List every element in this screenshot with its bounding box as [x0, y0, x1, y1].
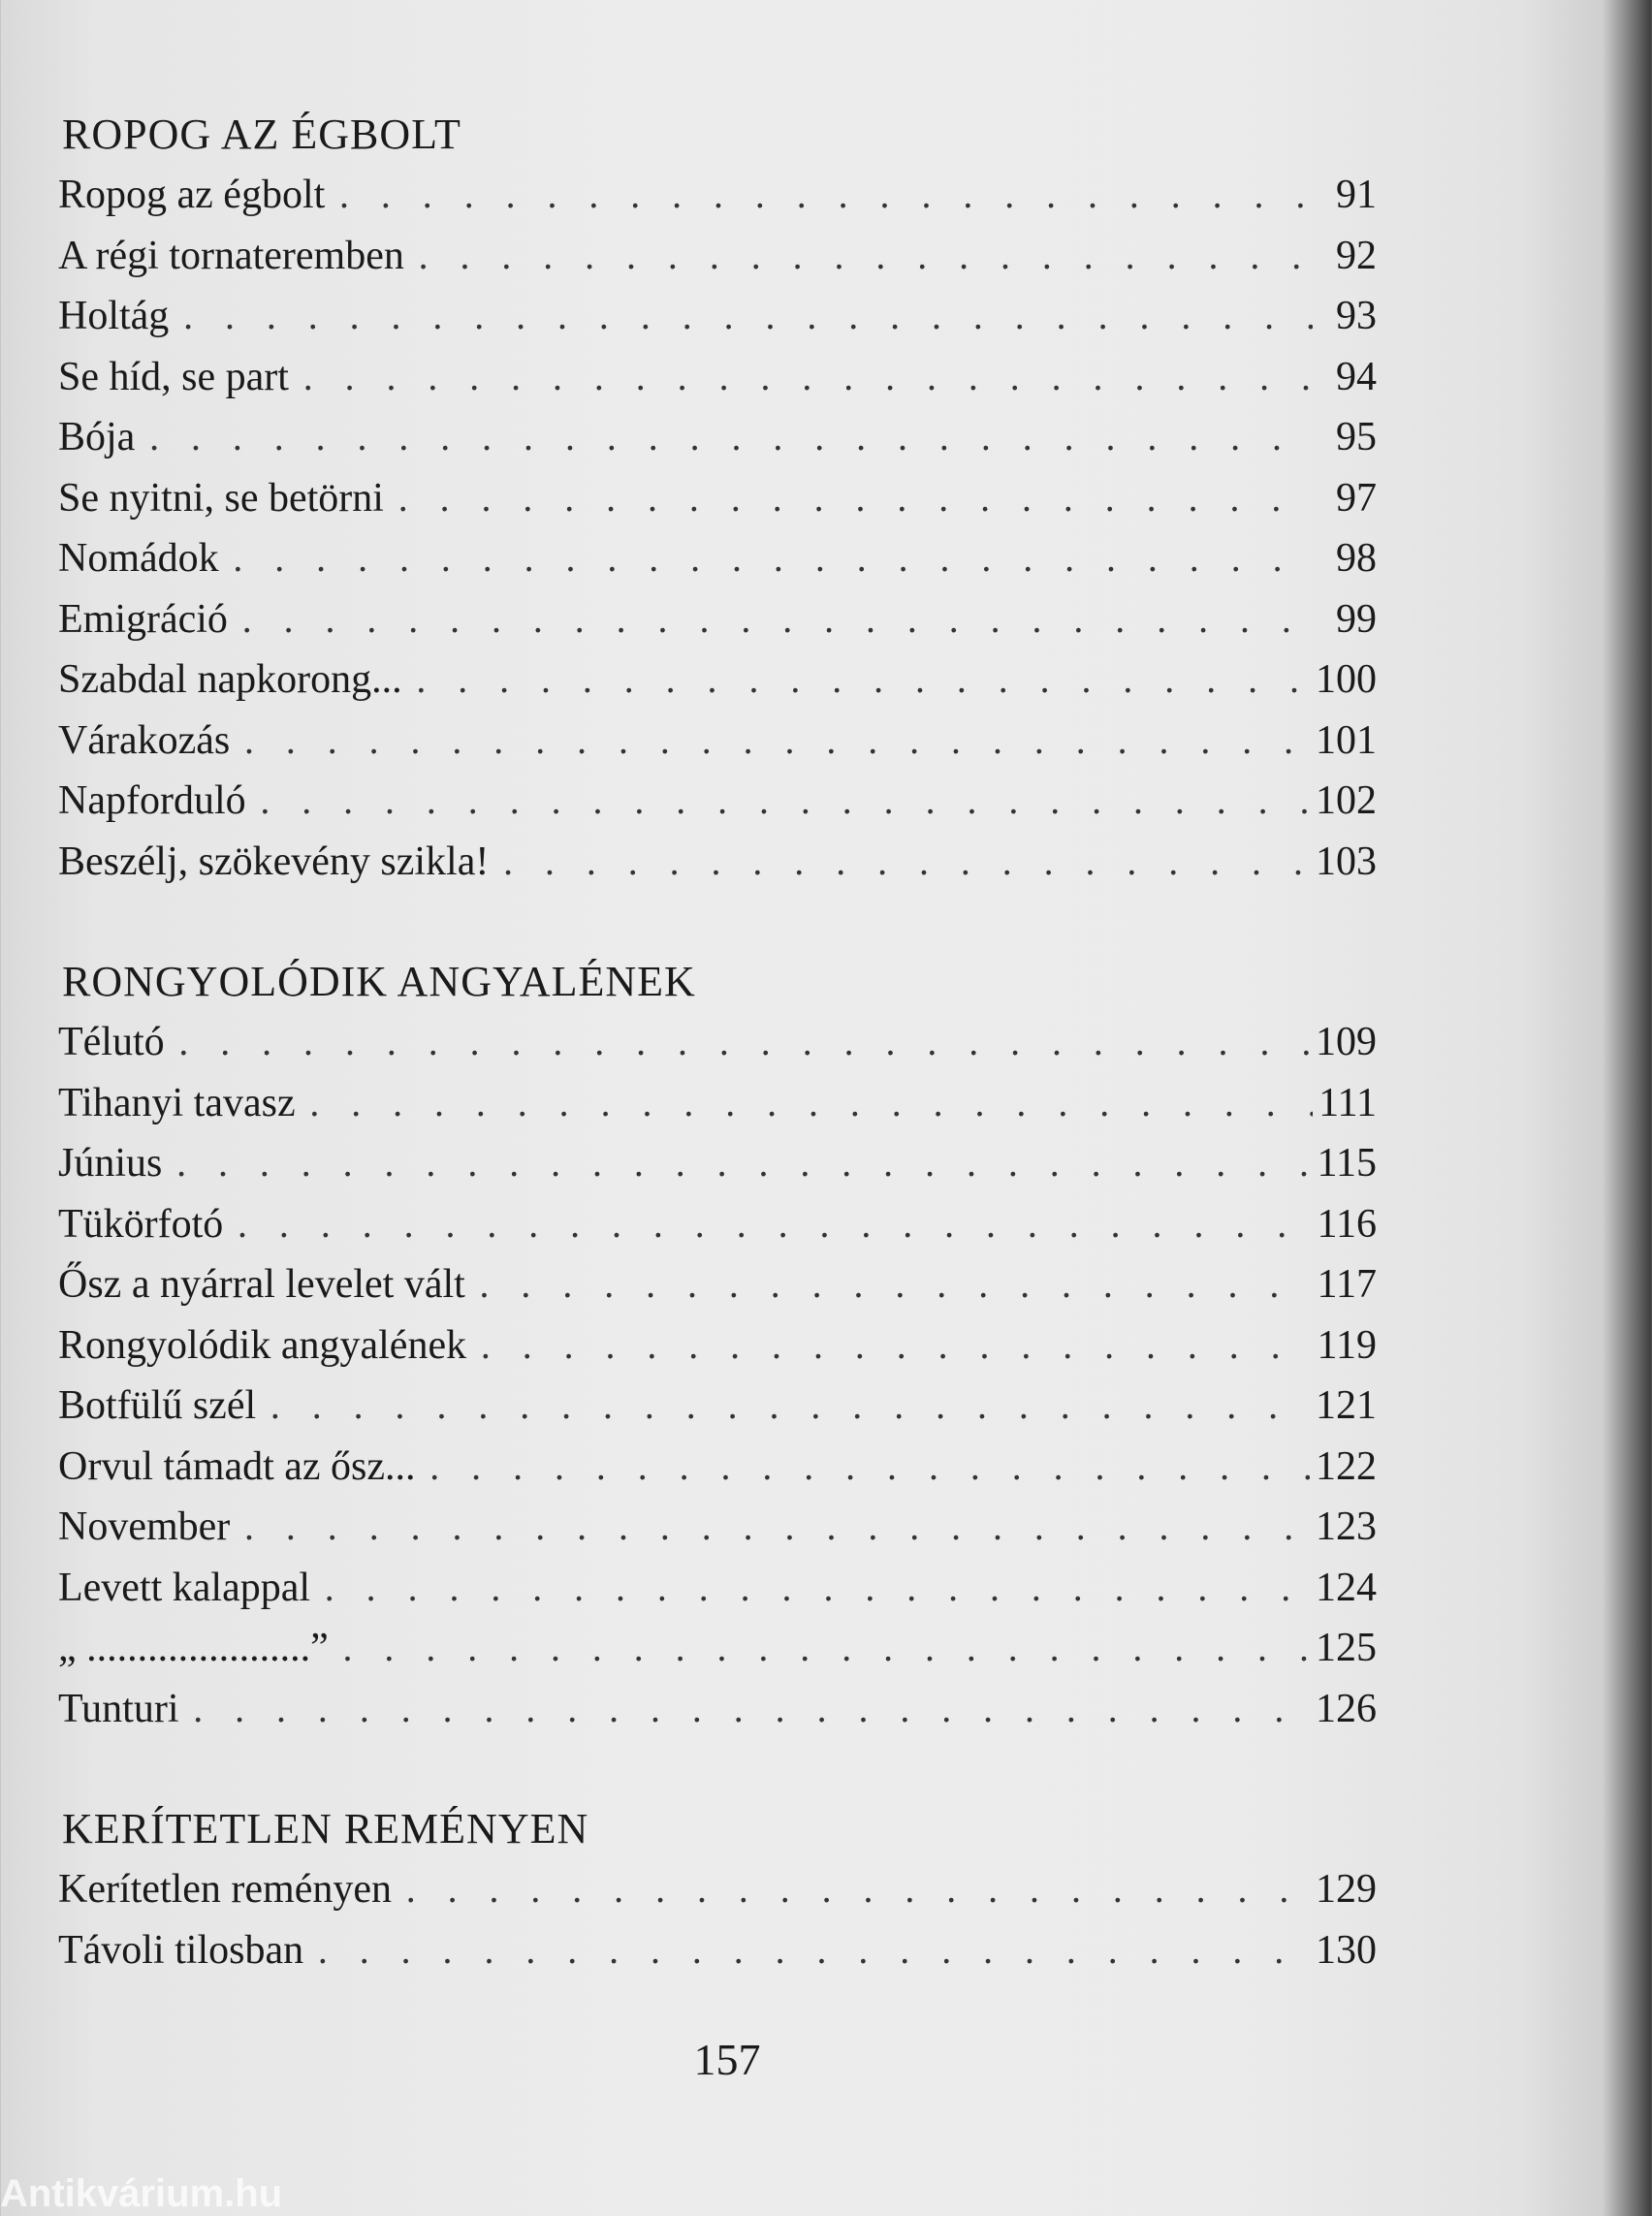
entry-page: 91: [1336, 173, 1377, 217]
entry-page: 125: [1316, 1626, 1377, 1670]
entry-page: 101: [1316, 717, 1377, 763]
dot-leader: [317, 1922, 1310, 1983]
entry-page: 95: [1336, 415, 1377, 459]
entry-page: 122: [1316, 1443, 1377, 1489]
entry-page: 115: [1317, 1141, 1377, 1186]
dot-leader: [241, 591, 1313, 652]
entry-title: Várakozás: [58, 717, 231, 763]
entry-title: Holtág: [58, 294, 170, 338]
dot-leader: [182, 288, 1313, 349]
dot-leader: [178, 1014, 1310, 1075]
toc-entry: [58, 407, 1377, 468]
dot-leader: [397, 470, 1313, 531]
toc-entry: [58, 589, 1377, 650]
dot-leader: [342, 1620, 1310, 1681]
entry-page: 111: [1318, 1080, 1377, 1125]
entry-page: 92: [1336, 233, 1377, 278]
toc-entry: [58, 1315, 1377, 1377]
toc-entry: [58, 649, 1377, 711]
entry-page: 109: [1316, 1020, 1377, 1064]
entry-page: 102: [1316, 778, 1377, 823]
dot-leader: [302, 349, 1313, 410]
toc-entry: [58, 1558, 1377, 1619]
entry-page: 117: [1317, 1262, 1377, 1307]
watermark: Antikvárium.hu: [0, 2172, 283, 2215]
entry-page: 129: [1316, 1867, 1377, 1912]
section-title: KERÍTETLEN REMÉNYEN: [62, 1805, 589, 1852]
toc-section-ropog: [58, 105, 1377, 892]
toc-entry: [58, 347, 1377, 408]
toc-section-rongyolodik: [58, 952, 1377, 1739]
entry-title: Bója: [58, 415, 136, 459]
entry-title: Távoli tilosban: [58, 1927, 304, 1973]
entry-page: 123: [1316, 1504, 1377, 1549]
entry-page: 103: [1316, 839, 1377, 884]
entry-page: 130: [1316, 1927, 1377, 1973]
entry-title: Télutó: [58, 1020, 165, 1064]
toc-entry: [58, 286, 1377, 347]
entry-title: Tihanyi tavasz: [58, 1080, 296, 1125]
entry-page: 126: [1316, 1686, 1377, 1731]
dot-leader: [260, 773, 1310, 834]
entry-title: Orvul támadt az ősz...: [58, 1443, 416, 1489]
entry-title: Ősz a nyárral levelet vált: [58, 1262, 465, 1307]
toc-entry: [58, 1679, 1377, 1740]
dot-leader: [502, 834, 1310, 895]
dot-leader: [416, 651, 1310, 712]
entry-title: Június: [58, 1141, 163, 1186]
entry-page: 97: [1336, 475, 1377, 521]
dot-leader: [418, 228, 1313, 289]
entry-title: Ropog az égbolt: [58, 173, 326, 217]
entry-title: Napforduló: [58, 778, 246, 823]
toc-entry: [58, 1194, 1377, 1255]
toc-entry: [58, 165, 1377, 226]
toc-entry: [58, 1920, 1377, 1981]
toc-entry: [58, 771, 1377, 832]
toc-entry: [58, 1012, 1377, 1073]
page-number: 157: [693, 2035, 761, 2084]
entry-title: Levett kalappal: [58, 1565, 311, 1610]
dot-leader: [479, 1256, 1312, 1317]
dot-leader: [480, 1317, 1311, 1378]
dot-leader: [405, 1861, 1310, 1922]
entry-title: Nomádok: [58, 536, 219, 581]
entry-page: 100: [1316, 657, 1377, 702]
dot-leader: [193, 1681, 1310, 1742]
section-title: ROPOG AZ ÉGBOLT: [62, 111, 461, 158]
dot-leader: [324, 1560, 1310, 1621]
entry-title: Se nyitni, se betörni: [58, 475, 384, 521]
dot-leader: [175, 1135, 1311, 1196]
toc-entry: [58, 1618, 1377, 1679]
entry-title: A régi tornateremben: [58, 233, 404, 278]
toc-entry: [58, 1497, 1377, 1558]
entry-page: 121: [1316, 1383, 1377, 1428]
entry-title: „ ......................”: [58, 1626, 329, 1670]
entry-title: Emigráció: [58, 596, 228, 642]
table-of-contents: [58, 105, 1377, 2041]
toc-entry: [58, 528, 1377, 589]
toc-section-keritetlen: [58, 1799, 1377, 1980]
dot-leader: [243, 712, 1310, 774]
dot-leader: [270, 1377, 1310, 1439]
entry-page: 116: [1317, 1201, 1377, 1247]
entry-title: Botfülű szél: [58, 1383, 257, 1428]
toc-entry: [58, 226, 1377, 287]
toc-entry: [58, 1437, 1377, 1498]
dot-leader: [243, 1499, 1310, 1560]
entry-title: Se híd, se part: [58, 354, 289, 399]
entry-page: 94: [1336, 354, 1377, 399]
section-title: RONGYOLÓDIK ANGYALÉNEK: [62, 958, 696, 1005]
toc-entry: [58, 468, 1377, 529]
entry-page: 93: [1336, 294, 1377, 338]
dot-leader: [148, 409, 1313, 470]
entry-title: Tunturi: [58, 1686, 179, 1731]
entry-title: Tükörfotó: [58, 1201, 224, 1247]
toc-entry: [58, 1859, 1377, 1920]
toc-entry: [58, 1254, 1377, 1315]
toc-entry: [58, 1376, 1377, 1437]
entry-title: Rongyolódik angyalének: [58, 1322, 467, 1368]
toc-entry: [58, 711, 1377, 772]
toc-entry: [58, 1073, 1377, 1134]
entry-page: 99: [1336, 596, 1377, 642]
entry-page: 98: [1336, 536, 1377, 581]
toc-entry: [58, 832, 1377, 893]
dot-leader: [237, 1196, 1311, 1257]
entry-title: Szabdal napkorong...: [58, 657, 402, 702]
entry-title: Beszélj, szökevény szikla!: [58, 839, 490, 884]
toc-entry: [58, 1133, 1377, 1194]
dot-leader: [338, 167, 1313, 228]
dot-leader: [309, 1075, 1313, 1136]
entry-page: 124: [1316, 1565, 1377, 1610]
dot-leader: [429, 1439, 1310, 1500]
dot-leader: [233, 530, 1313, 591]
entry-title: November: [58, 1504, 231, 1549]
entry-title: Kerítetlen reményen: [58, 1867, 392, 1912]
entry-page: 119: [1317, 1322, 1377, 1368]
